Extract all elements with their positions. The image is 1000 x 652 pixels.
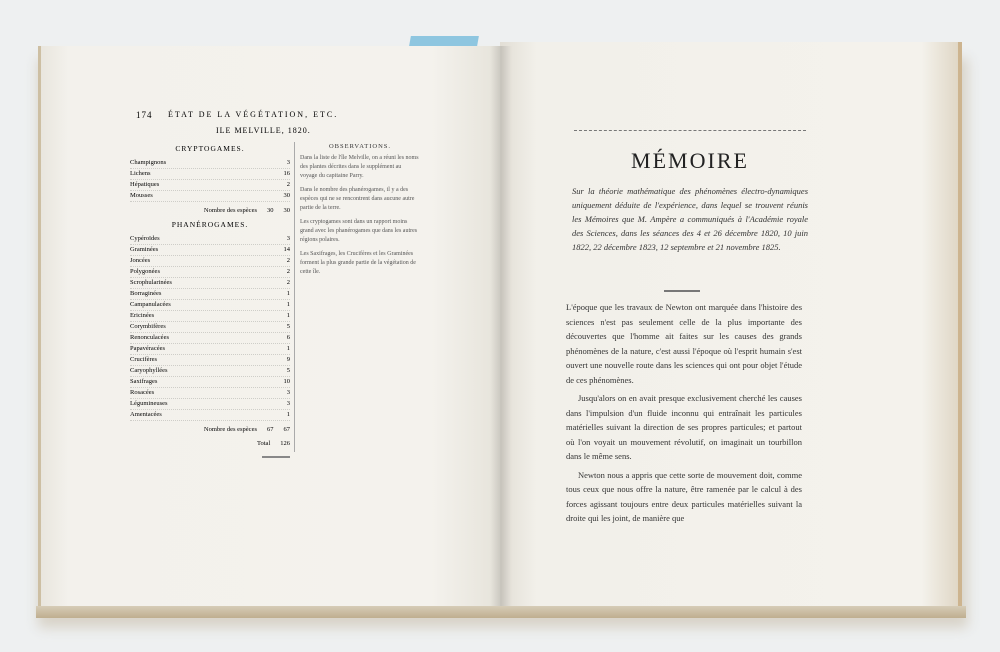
table-row [130, 366, 290, 377]
species-count: 6 [286, 334, 290, 341]
table-row [130, 333, 290, 344]
species-count: 5 [286, 367, 290, 374]
phanero-total-label: Nombre des espèces [203, 426, 257, 433]
ornament-rule [262, 456, 290, 458]
family-name: Campanulacées [130, 301, 171, 308]
species-count: 3 [286, 400, 290, 407]
section-title-phanerogames: PHANÉROGAMES. [171, 220, 249, 229]
table-row [130, 234, 290, 245]
species-count: 3 [286, 389, 290, 396]
table-row [130, 377, 290, 388]
running-head: ÉTAT DE LA VÉGÉTATION, ETC. [168, 110, 339, 119]
observation-paragraph: Les Saxifrages, les Crucifères et les Graminées forment la plus grande partie de la végétation de cette île. [300, 251, 416, 275]
table-row [130, 245, 290, 256]
memoir-subtitle: Sur la théorie mathématique des phénomènes électro-dynamiques uniquement déduite de l'expérience, dans lequel se trouvent réunis les Mémoires que M. Ampère a communiqués à l'Académie royale des Sciences, dans les séances des 4 et 26 décembre 1820, 10 juin 1822, 22 décembre 1823, 12 septembre et 21 novembre 1825. [572, 186, 808, 252]
family-name: Caryophyllées [130, 367, 168, 374]
family-name: Rosacées [130, 389, 155, 396]
family-name: Légumineuses [130, 400, 168, 407]
memoir-body [566, 300, 802, 530]
species-count: 16 [283, 170, 290, 177]
table-row [130, 388, 290, 399]
phanero-total-2: 67 [283, 426, 290, 433]
species-count: 5 [286, 323, 290, 330]
table-row [130, 300, 290, 311]
phanero-total: 67 [267, 426, 274, 433]
top-rule [574, 130, 806, 132]
family-name: Champignons [130, 159, 167, 166]
table-row [130, 355, 290, 366]
species-count: 10 [283, 378, 290, 385]
section-title-cryptogames: CRYPTOGAMES. [175, 144, 245, 153]
observations-text [300, 154, 420, 277]
body-paragraph: Newton nous a appris que cette sorte de mouvement doit, comme tous ceux que nous offre la nature, être ramenée par le calcul à des forces agissant toujours entre deux particules matérielles suivant la droite qui les joint, de manière que [566, 469, 802, 523]
family-name: Amentacées [130, 411, 162, 418]
species-count: 1 [286, 411, 290, 418]
table-row [130, 191, 290, 202]
grand-total: 126 [280, 440, 290, 447]
column-divider [294, 142, 295, 452]
grand-total-label: Total [256, 440, 271, 447]
book-spine [490, 46, 512, 616]
family-name: Corymbifères [130, 323, 166, 330]
crypto-total: 30 [267, 207, 274, 214]
body-paragraph: L'époque que les travaux de Newton ont marquée dans l'histoire des sciences n'est pas seulement celle de la plus importante des découvertes que l'homme ait faites sur les causes des grands phénomènes de la nature, c'est aussi l'époque où l'esprit humain s'est ouvert une nouvelle route dans les sciences qui ont pour objet l'étude de ces phénomènes. [566, 302, 802, 385]
species-count: 14 [283, 246, 290, 253]
page-edges [36, 606, 966, 618]
family-name: Hépatiques [130, 181, 160, 188]
table-row [130, 289, 290, 300]
family-name: Papavéracées [130, 345, 166, 352]
species-count: 3 [286, 235, 290, 242]
species-count: 9 [286, 356, 290, 363]
family-name: Graminées [130, 246, 159, 253]
cryptogames-list [130, 158, 290, 202]
page-subheading: ILE MELVILLE, 1820. [216, 126, 311, 135]
species-count: 3 [286, 159, 290, 166]
species-count: 2 [286, 257, 290, 264]
family-name: Polygonées [130, 268, 160, 275]
family-name: Borraginées [130, 290, 162, 297]
species-count: 30 [283, 192, 290, 199]
family-name: Renonculacées [130, 334, 169, 341]
species-count: 1 [286, 312, 290, 319]
observation-paragraph: Dans le nombre des phanérogames, il y a des espèces qui ne se rencontrent dans aucune autre partie de la terre. [300, 187, 415, 211]
family-name: Crucifères [130, 356, 158, 363]
family-name: Cypéroïdes [130, 235, 160, 242]
species-table [130, 142, 290, 453]
family-name: Mousses [130, 192, 153, 199]
bookmark-tab [409, 36, 479, 46]
observations-column [300, 142, 420, 282]
table-row [130, 410, 290, 421]
grand-total-row [130, 439, 290, 449]
body-paragraph: Jusqu'alors on en avait presque exclusivement cherché les causes dans l'impulsion d'un fluide inconnu qui entraînait les particules matérielles suivant la direction de ses propres particules; et partout où l'on voyait un mouvement révolutif, on imaginait un tourbillon dans le même sens. [566, 393, 802, 461]
species-count: 1 [286, 290, 290, 297]
crypto-total-2: 30 [283, 207, 290, 214]
family-name: Scrophularinées [130, 279, 172, 286]
observation-paragraph: Les cryptogames sont dans un rapport moins grand avec les phanérogames que dans les autres régions polaires. [300, 219, 418, 243]
species-count: 1 [286, 301, 290, 308]
table-row [130, 322, 290, 333]
phanerogames-list [130, 234, 290, 421]
table-row [130, 256, 290, 267]
species-count: 2 [286, 268, 290, 275]
phanero-total-row [130, 425, 290, 435]
family-name: Saxifrages [130, 378, 158, 385]
family-name: Lichens [130, 170, 151, 177]
page-title: MÉMOIRE [631, 148, 749, 173]
family-name: Ericinées [130, 312, 155, 319]
table-row [130, 169, 290, 180]
species-count: 1 [286, 345, 290, 352]
observations-title: OBSERVATIONS. [328, 143, 392, 150]
table-row [130, 158, 290, 169]
ornament-rule [664, 290, 700, 292]
species-count: 2 [286, 279, 290, 286]
table-row [130, 311, 290, 322]
observation-paragraph: Dans la liste de l'île Melville, on a réuni les noms des plantes décrites dans le supplément au voyage du capitaine Parry. [300, 155, 419, 179]
table-row [130, 344, 290, 355]
crypto-total-label: Nombre des espèces [203, 207, 257, 214]
table-row [130, 180, 290, 191]
page-number: 174 [136, 110, 153, 120]
species-count: 2 [286, 181, 290, 188]
table-row [130, 278, 290, 289]
crypto-total-row [130, 206, 290, 216]
table-row [130, 399, 290, 410]
family-name: Joncées [130, 257, 151, 264]
table-row [130, 267, 290, 278]
